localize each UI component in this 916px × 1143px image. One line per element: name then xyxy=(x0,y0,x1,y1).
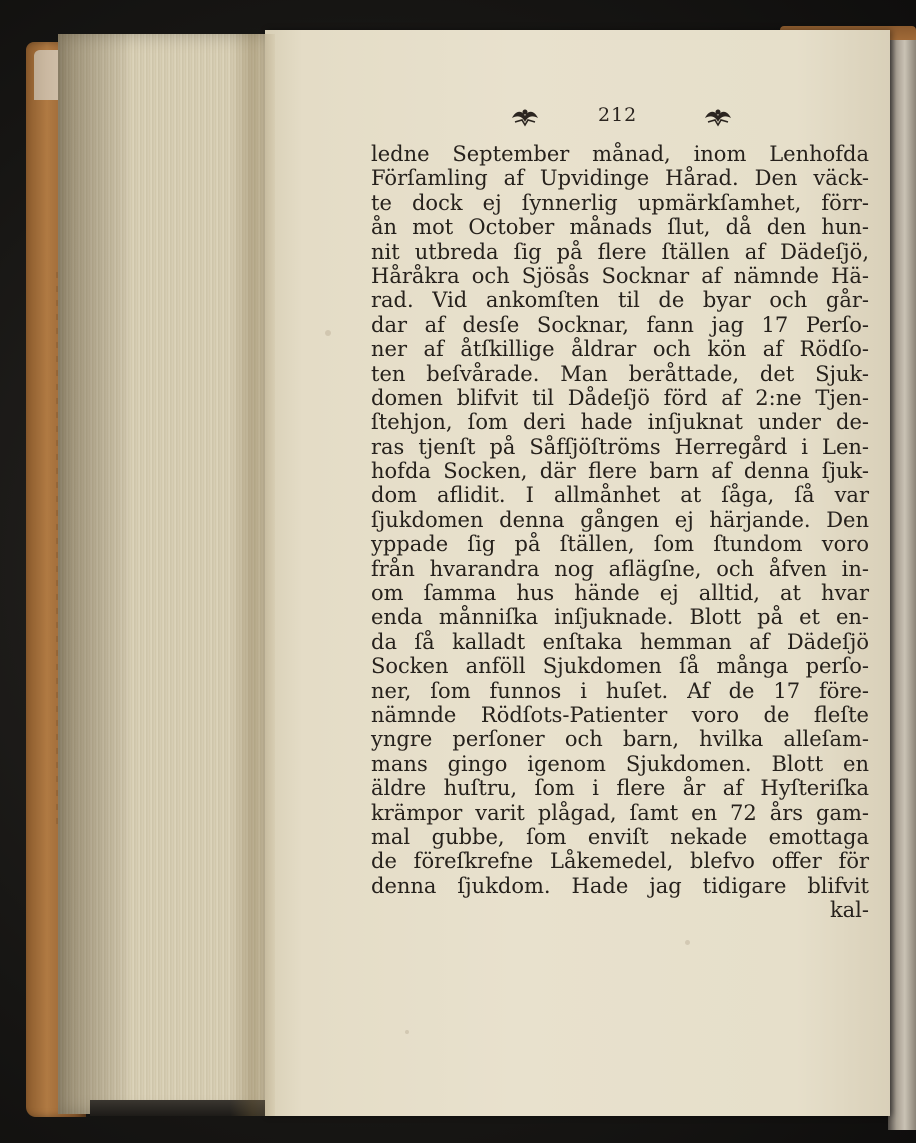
text-line: de föreſkrefne Låkemedel, blefvo offer för xyxy=(371,849,869,874)
text-line: nämnde Rödſots-Patienter voro de fleſte xyxy=(371,702,869,727)
text-line: rad. Vid ankomſten til de byar och går- xyxy=(371,288,869,313)
text-line: enda månniſka inſjuknade. Blott på et en- xyxy=(371,605,869,630)
text-line: ner af åtſkillige åldrar och kön af Rödſo- xyxy=(371,337,869,362)
text-line: krämpor varit plågad, ſamt en 72 års gam- xyxy=(371,800,869,825)
fleuron-right-icon xyxy=(703,104,733,128)
text-line: mans gingo igenom Sjukdomen. Blott en xyxy=(371,751,869,776)
right-page-edge xyxy=(888,40,916,1130)
text-line: da ſå kalladt enſtaka hemman af Dädeſjö xyxy=(371,629,869,654)
text-line: denna ſjukdom. Hade jag tidigare blifvit xyxy=(371,873,869,898)
text-line: Håråkra och Sjösås Socknar af nämnde Hä- xyxy=(371,263,869,288)
page-edges-shade xyxy=(58,34,128,1114)
running-header xyxy=(505,104,745,134)
text-line: hofda Socken, där flere barn af denna ſjuk- xyxy=(371,459,869,484)
text-line: dom aflidit. I allmånhet at ſåga, ſå var xyxy=(371,483,869,508)
text-line: ten beſvårade. Man beråttade, det Sjuk- xyxy=(371,361,869,386)
paper-speck xyxy=(325,330,331,336)
text-line: ſtehjon, ſom deri hade inſjuknat under de- xyxy=(371,410,869,435)
text-line: ån mot October månads ſlut, då den hun- xyxy=(371,215,869,240)
text-line: dar af desſe Socknar, fann jag 17 Perſo- xyxy=(371,312,869,337)
catchword: kal- xyxy=(829,898,869,923)
text-line: nit utbreda ſig på flere ſtällen af Dädeſjö, xyxy=(371,239,869,264)
text-line: Förſamling af Upvidinge Hårad. Den väck- xyxy=(371,166,869,191)
text-line: te dock ej ſynnerlig upmärkſamhet, förr- xyxy=(371,190,869,215)
text-line: Socken anföll Sjukdomen ſå många perſo- xyxy=(371,654,869,679)
text-line: mal gubbe, ſom enviſt nekade emottaga xyxy=(371,824,869,849)
text-line: äldre huſtru, ſom i flere år af Hyſteriſka xyxy=(371,776,869,801)
text-line: ras tjenſt på Såfſjöſtröms Herregård i Len- xyxy=(371,434,869,459)
text-line: yngre perſoner och barn, hvilka alleſam- xyxy=(371,727,869,752)
text-line: ner, ſom funnos i huſet. Af de 17 före- xyxy=(371,678,869,703)
paper-speck xyxy=(685,940,690,945)
text-line: domen blifvit til Dådeſjö förd af 2:ne Tjen- xyxy=(371,385,869,410)
page-number: 212 xyxy=(598,104,638,126)
paper-speck xyxy=(405,1030,409,1034)
text-line: ſjukdomen denna gången ej härjande. Den xyxy=(371,507,869,532)
text-line: yppade ſig på ſtällen, ſom ſtundom voro xyxy=(371,532,869,557)
text-line: från hvarandra nog aflägſne, och åfven in- xyxy=(371,556,869,581)
fleuron-left-icon xyxy=(510,104,540,128)
page-gutter xyxy=(230,34,275,1116)
text-line: om ſamma hus hände ej alltid, at hvar xyxy=(371,581,869,606)
page-body-text xyxy=(371,142,869,923)
text-line: ledne September månad, inom Lenhofda xyxy=(371,142,869,166)
